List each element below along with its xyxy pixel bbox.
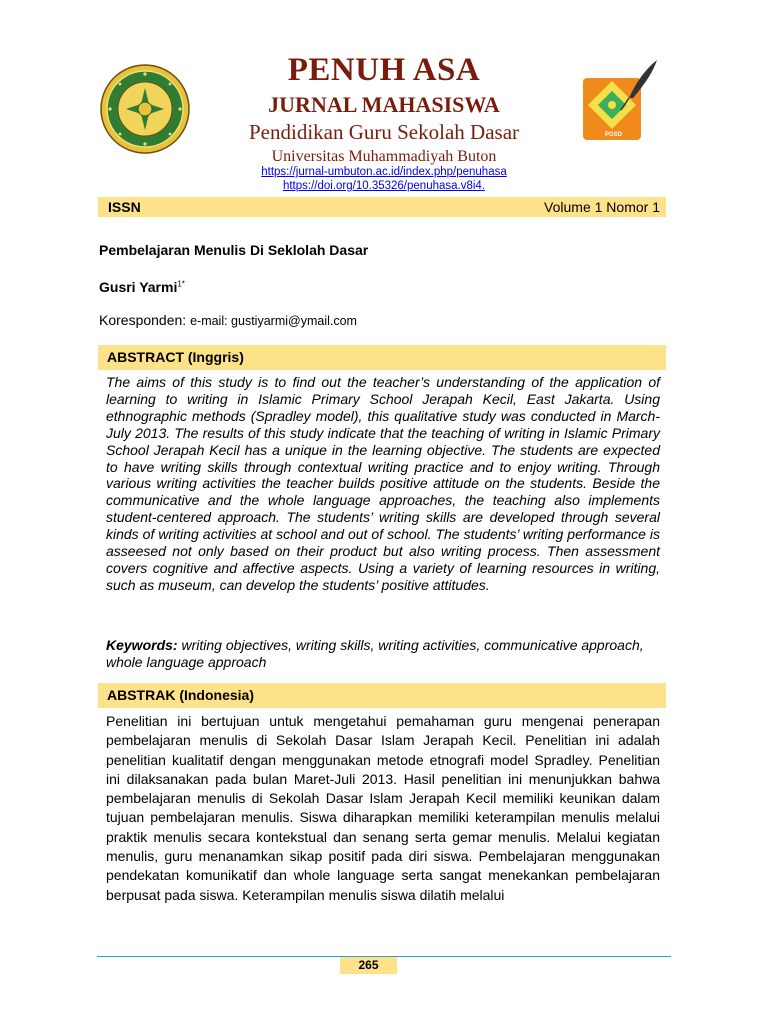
volume-issue: Volume 1 Nomor 1 — [544, 199, 660, 215]
study-program: Pendidikan Guru Sekolah Dasar — [248, 120, 520, 144]
page-number: 265 — [340, 957, 397, 974]
pgsd-logo-text: PGSD — [605, 132, 623, 138]
abstrak-text: Penelitian ini bertujuan untuk mengetahui pemahaman guru mengenai penerapan pembelajaran menulis di Sekolah Dasar Islam Jerapah Kecil. Penelitian ini adalah penelitian kualitatif dengan menggunakan metode etnografi model Spradley. Penelitian ini dilaksanakan pada bulan Maret-Juli 2013. Hasil penelitian ini menunjukkan bahwa pembelajaran menulis di Sekolah Dasar Islam Jerapah Kecil memiliki keunikan dalam tujuan pembelajaran menulis. Siswa diharapkan memiliki keterampilan menulis melalui praktik menulis secara kontekstual dan senang serta gemar menulis. Melalui kegiatan menulis, guru menanamkan sikap positif pada diri siswa. Pembelajaran menggunakan pendekatan komunikatif dan whole language serta sangat menekankan pembelajaran berpusat pada siswa. Keterampilan menulis siswa dilatih melalui — [106, 713, 660, 903]
abstrak-heading-bar — [98, 683, 666, 708]
journal-subtitle: JURNAL MAHASISWA — [268, 92, 500, 117]
doi-link[interactable]: https://doi.org/10.35326/penuhasa.v8i4. — [282, 180, 486, 192]
abstract-text: The aims of this study is to find out the teacher’s understanding of the application of learning to writing in Islamic Primary School Jerapah Kecil, East Jakarta. Using ethnographic methods (Spradley model), this qualitative study was conducted in March-July 2013. The results of this study indicate that the teaching of writing in Islamic Primary School Jerapah Kecil has a unique in the learning objective. The students are expected to have writing skills through contextual writing practice and to enjoy writing. Through various writing activities the teacher builds positive attitude on the students. Beside the communicative and the whole language approaches, the teaching also implements student-centered approach. The students’ writing skills are developed through several kinds of writing activities at school and out of school. The students’ writing performance is asseesed not only based on their product but also writing process. Then assessment covers cognitive and affective aspects. Using a variety of learning resources in writing, such as museum, can develop the students’ positive attitudes. — [106, 374, 660, 593]
abstract-heading-bar — [98, 345, 666, 370]
correspondence-label: Koresponden: — [99, 312, 187, 328]
keywords-label: Keywords: — [106, 637, 178, 653]
university-name: Universitas Muhammadiyah Buton — [271, 148, 497, 165]
journal-link[interactable]: https://jurnal-umbuton.ac.id/index.php/penuhasa — [261, 166, 507, 178]
abstrak-heading: ABSTRAK (Indonesia) — [107, 687, 254, 703]
issn-label: ISSN — [108, 199, 141, 215]
correspondence — [99, 312, 357, 328]
journal-title: PENUH ASA — [287, 52, 481, 88]
correspondence-email: e-mail: gustiyarmi@ymail.com — [190, 314, 357, 328]
issn-bar — [98, 197, 666, 217]
abstract-heading: ABSTRACT (Inggris) — [107, 349, 244, 365]
article-title: Pembelajaran Menulis Di Seklolah Dasar — [99, 242, 369, 258]
author-superscript: 1* — [177, 279, 185, 289]
keywords-text: writing objectives, writing skills, writing activities, communicative approach, whole language approach — [106, 637, 644, 670]
keywords — [106, 637, 660, 671]
author-line — [99, 279, 185, 295]
author-name: Gusri Yarmi — [99, 279, 178, 295]
